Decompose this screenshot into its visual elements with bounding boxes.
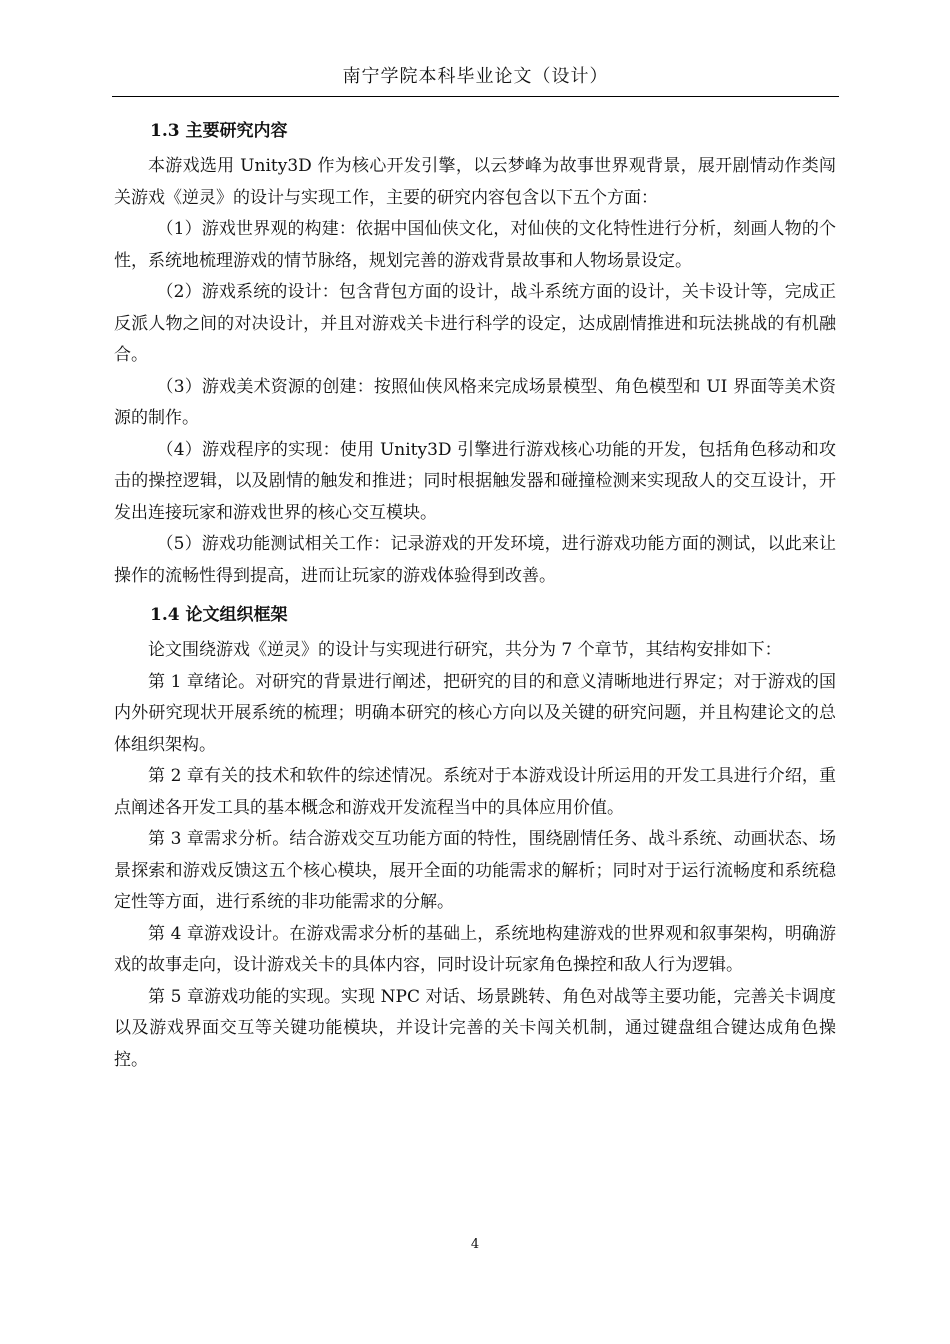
- section-1-4-intro: 论文围绕游戏《逆灵》的设计与实现进行研究，共分为 7 个章节，其结构安排如下：: [148, 640, 782, 660]
- research-item-4: （4）游戏程序的实现：使用 Unity3D 引擎进行游戏核心功能的开发，包括角色移动和攻击的操控逻辑，以及剧情的触发和推进；同时根据触发器和碰撞检测来实现敌人的交互设计，开发出连接玩家和游戏世界的核心交互模块。: [114, 439, 836, 523]
- page-body: [114, 116, 836, 1076]
- research-item-2: （2）游戏系统的设计：包含背包方面的设计，战斗系统方面的设计，关卡设计等，完成正反派人物之间的对决设计，并且对游戏关卡进行科学的设定，达成剧情推进和玩法挑战的有机融合。: [114, 282, 836, 365]
- research-item-1: （1）游戏世界观的构建：依据中国仙侠文化，对仙侠的文化特性进行分析，刻画人物的个性，系统地梳理游戏的情节脉络，规划完善的游戏背景故事和人物场景设定。: [114, 219, 836, 271]
- page-number: 4: [470, 1237, 480, 1252]
- header-divider: [112, 96, 839, 97]
- research-item-3: （3）游戏美术资源的创建：按照仙侠风格来完成场景模型、角色模型和 UI 界面等美术资源的制作。: [114, 376, 836, 428]
- chapter-summary-1: 第 1 章绪论。对研究的背景进行阐述，把研究的目的和意义清晰地进行界定；对于游戏的国内外研究现状开展系统的梳理；明确本研究的核心方向以及关键的研究问题，并且构建论文的总体组织架构。: [114, 671, 836, 755]
- chapter-summary-2: 第 2 章有关的技术和软件的综述情况。系统对于本游戏设计所运用的开发工具进行介绍，重点阐述各开发工具的基本概念和游戏开发流程当中的具体应用价值。: [114, 766, 836, 818]
- chapter-summary-4: 第 4 章游戏设计。在游戏需求分析的基础上，系统地构建游戏的世界观和叙事架构，明确游戏的故事走向，设计游戏关卡的具体内容，同时设计玩家角色操控和敌人行为逻辑。: [114, 923, 836, 975]
- chapter-summary-3: 第 3 章需求分析。结合游戏交互功能方面的特性，围绕剧情任务、战斗系统、动画状态、场景探索和游戏反馈这五个核心模块，展开全面的功能需求的解析；同时对于运行流畅度和系统稳定性等方面，进行系统的非功能需求的分解。: [114, 829, 836, 912]
- section-1-3-intro: 本游戏选用 Unity3D 作为核心开发引擎，以云梦峰为故事世界观背景，展开剧情动作类闯关游戏《逆灵》的设计与实现工作，主要的研究内容包含以下五个方面：: [114, 156, 836, 208]
- chapter-summary-5: 第 5 章游戏功能的实现。实现 NPC 对话、场景跳转、角色对战等主要功能，完善关卡调度以及游戏界面交互等关键功能模块，并设计完善的关卡闯关机制，通过键盘组合键达成角色操控。: [114, 986, 836, 1070]
- running-header: 南宁学院本科毕业论文（设计）: [342, 66, 609, 87]
- section-heading-1-3: 1.3 主要研究内容: [150, 121, 288, 141]
- research-item-5: （5）游戏功能测试相关工作：记录游戏的开发环境，进行游戏功能方面的测试，以此来让操作的流畅性得到提高，进而让玩家的游戏体验得到改善。: [114, 534, 836, 586]
- section-heading-1-4: 1.4 论文组织框架: [150, 605, 288, 625]
